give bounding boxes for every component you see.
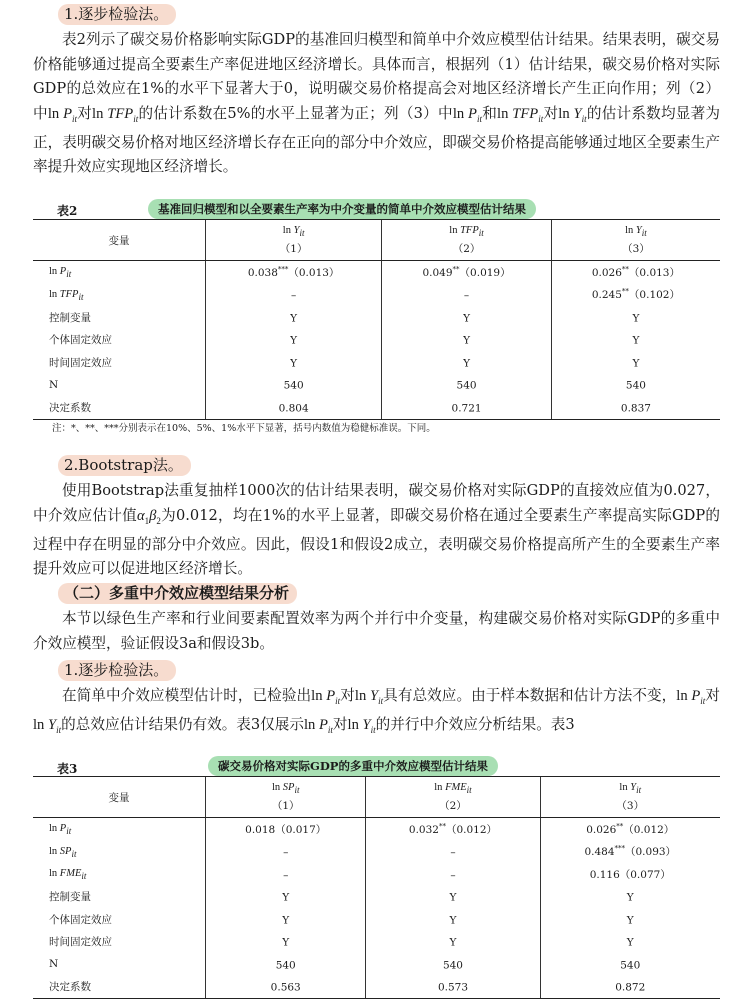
table3-label: 表3 bbox=[57, 762, 78, 776]
table-row bbox=[33, 261, 720, 284]
table3-col-header-2 bbox=[366, 777, 540, 818]
table-cell: 0.026**（0.012） bbox=[540, 818, 720, 841]
table2-col-2-var: $\ln TFP_{it}$ bbox=[449, 225, 484, 239]
row-0-var: $\ln P_{it}$ bbox=[49, 823, 72, 837]
table-row bbox=[33, 908, 720, 931]
table-row bbox=[33, 886, 720, 909]
table-cell: Y bbox=[206, 306, 382, 329]
table3-col-num-3: （3） bbox=[616, 799, 645, 812]
row-label: N bbox=[49, 378, 59, 391]
row-1-var: $\ln TFP_{it}$ bbox=[49, 288, 84, 302]
table-cell: Y bbox=[206, 908, 366, 931]
section-heading-multiple-mediation: （二）多重中介效应模型结果分析 bbox=[58, 582, 297, 604]
table-cell: 0.837 bbox=[551, 396, 720, 419]
table-cell: Y bbox=[206, 886, 366, 909]
row-label: 控制变量 bbox=[49, 891, 91, 904]
paragraph-bootstrap: 使用Bootstrap法重复抽样1000次的估计结果表明，碳交易价格对实际GDP的直接效应值为0.027，中介效应估计值$\alpha_1\beta_2$为0.012，均在1%的水平上显著，即碳交易价格在通过全要素生产率提高实际GDP的过程中存在明显的部分中介效应。因此，假设1和假设2成立，表明碳交易价格提高所产生的全要素生产率提升效应可以促进地区经济增长。 bbox=[33, 482, 720, 578]
row-1-var: $\ln SP_{it}$ bbox=[49, 845, 77, 859]
table-cell: 0.563 bbox=[206, 976, 366, 999]
table-cell: 540 bbox=[540, 953, 720, 976]
table-cell: 0.026**（0.013） bbox=[551, 261, 720, 284]
table-row bbox=[33, 841, 720, 864]
table3-col-header-1 bbox=[206, 777, 366, 818]
row-label: 决定系数 bbox=[33, 396, 206, 419]
table-cell: 0.018（0.017） bbox=[206, 818, 366, 841]
row-label: 时间固定效应 bbox=[49, 356, 112, 369]
table2-col-num-1: （1） bbox=[279, 242, 308, 255]
table-cell: – bbox=[382, 284, 552, 307]
table-cell: 540 bbox=[551, 374, 720, 397]
table2-col-header-2 bbox=[382, 220, 552, 261]
table-row bbox=[33, 953, 720, 976]
table-cell: Y bbox=[551, 306, 720, 329]
table-cell: Y bbox=[382, 306, 552, 329]
table-cell: Y bbox=[551, 351, 720, 374]
table-cell: Y bbox=[382, 329, 552, 352]
table2-var-header: 变量 bbox=[33, 220, 206, 261]
row-label: N bbox=[49, 958, 59, 971]
paragraph-parallel-mediation: 在简单中介效应模型估计时，已检验出$\ln P_{it}$对$\ln Y_{it}$具有总效应。由于样本数据和估计方法不变，$\ln P_{it}$对$\ln Y_{it}$的总效应估计结果仍有效。表3仅展示$\ln P_{it}$对$\ln Y_{it}$的并行中介效应分析结果。表3 bbox=[33, 687, 720, 736]
table3 bbox=[33, 776, 720, 999]
table2-col-3-var: $\ln Y_{it}$ bbox=[625, 225, 647, 239]
table-row bbox=[33, 931, 720, 954]
table-row bbox=[33, 976, 720, 999]
row-label bbox=[33, 261, 206, 284]
paragraph-multiple-mediation: 本节以绿色生产率和行业间要素配置效率为两个并行中介变量，构建碳交易价格对实际GDP的多重中介效应模型，验证假设3a和假设3b。 bbox=[33, 610, 720, 652]
table-cell: 0.484***（0.093） bbox=[540, 841, 720, 864]
table3-col-num-1: （1） bbox=[271, 799, 300, 812]
table3-col-1-var: $\ln SP_{it}$ bbox=[271, 782, 300, 796]
table2-col-header-1 bbox=[206, 220, 382, 261]
section-heading-stepwise-1: 1.逐步检验法。 bbox=[58, 3, 176, 25]
table-row bbox=[33, 374, 720, 397]
table-cell: 0.116（0.077） bbox=[540, 863, 720, 886]
table-cell: – bbox=[206, 863, 366, 886]
table-cell: Y bbox=[540, 886, 720, 909]
table-cell: 0.038***（0.013） bbox=[206, 261, 382, 284]
row-label bbox=[33, 284, 206, 307]
table3-col-2-var: $\ln FME_{it}$ bbox=[434, 782, 472, 796]
table-cell: Y bbox=[206, 351, 382, 374]
table-cell: Y bbox=[206, 931, 366, 954]
table-cell: 0.245**（0.102） bbox=[551, 284, 720, 307]
table3-header-row bbox=[33, 777, 720, 818]
row-label bbox=[33, 818, 206, 841]
table-cell: – bbox=[206, 284, 382, 307]
table2-caption: 基准回归模型和以全要素生产率为中介变量的简单中介效应模型估计结果 bbox=[148, 199, 536, 219]
row-label bbox=[33, 841, 206, 864]
paragraph-table2-intro: 表2列示了碳交易价格影响实际GDP的基准回归模型和简单中介效应模型估计结果。结果表明，碳交易价格能够通过提高全要素生产率促进地区经济增长。具体而言，根据列（1）估计结果，碳交易价格对实际GDP的总效应在1%的水平下显著大于0，说明碳交易价格提高会对地区经济增长产生正向作用；列（2）中$\ln P_{it}$对$\ln TFP_{it}$的估计系数在5%的水平上显著为正；列（3）中$\ln P_{it}$和$\ln TFP_{it}$对$\ln Y_{it}$的估计系数均显著为正，表明碳交易价格对地区经济增长存在正向的部分中介效应，即碳交易价格提高能够通过地区全要素生产率提升效应实现地区经济增长。 bbox=[33, 31, 720, 176]
table-cell: Y bbox=[366, 908, 540, 931]
table-cell: – bbox=[366, 841, 540, 864]
table-cell: 540 bbox=[382, 374, 552, 397]
table-cell: 0.573 bbox=[366, 976, 540, 999]
table3-col-num-2: （2） bbox=[439, 799, 467, 812]
row-label: 决定系数 bbox=[33, 976, 206, 999]
table-cell: Y bbox=[540, 908, 720, 931]
table-row bbox=[33, 818, 720, 841]
table2-header-row bbox=[33, 220, 720, 261]
section-heading-bootstrap: 2.Bootstrap法。 bbox=[58, 454, 191, 476]
table2-col-1-var: $\ln Y_{it}$ bbox=[282, 225, 305, 239]
section-heading-stepwise-2: 1.逐步检验法。 bbox=[58, 659, 176, 681]
table2-col-num-3: （3） bbox=[622, 242, 650, 255]
table-cell: 540 bbox=[206, 374, 382, 397]
table-row bbox=[33, 396, 720, 419]
table3-col-3-var: $\ln Y_{it}$ bbox=[619, 782, 642, 796]
table-row bbox=[33, 329, 720, 352]
row-label: 个体固定效应 bbox=[49, 334, 112, 347]
table-row bbox=[33, 351, 720, 374]
table-cell: 0.049**（0.019） bbox=[382, 261, 552, 284]
table-cell: 0.721 bbox=[382, 396, 552, 419]
table-cell: 0.032**（0.012） bbox=[366, 818, 540, 841]
table-row bbox=[33, 284, 720, 307]
table-cell: Y bbox=[382, 351, 552, 374]
row-label: 时间固定效应 bbox=[49, 936, 112, 949]
row-label: 控制变量 bbox=[49, 311, 91, 324]
table-cell: 0.804 bbox=[206, 396, 382, 419]
table-row bbox=[33, 863, 720, 886]
row-label bbox=[33, 863, 206, 886]
table-cell: 540 bbox=[366, 953, 540, 976]
table-cell: Y bbox=[551, 329, 720, 352]
table-cell: Y bbox=[206, 329, 382, 352]
table-cell: 0.872 bbox=[540, 976, 720, 999]
table2-note: 注：*、**、***分别表示在10%、5%、1%水平下显著，括号内数值为稳健标准误。下同。 bbox=[52, 423, 436, 434]
table2-label: 表2 bbox=[57, 204, 78, 218]
row-2-var: $\ln FME_{it}$ bbox=[49, 868, 87, 882]
table3-caption: 碳交易价格对实际GDP的多重中介效应模型估计结果 bbox=[208, 756, 498, 776]
table2-col-num-2: （2） bbox=[452, 242, 481, 255]
table-cell: Y bbox=[366, 886, 540, 909]
table-cell: – bbox=[366, 863, 540, 886]
table-cell: Y bbox=[540, 931, 720, 954]
table2-col-header-3 bbox=[551, 220, 720, 261]
row-label: 个体固定效应 bbox=[49, 913, 112, 926]
table3-col-header-3 bbox=[540, 777, 720, 818]
table2 bbox=[33, 219, 720, 420]
table-cell: Y bbox=[366, 931, 540, 954]
table-cell: 540 bbox=[206, 953, 366, 976]
table-row bbox=[33, 306, 720, 329]
table-cell: – bbox=[206, 841, 366, 864]
row-0-var: $\ln P_{it}$ bbox=[49, 266, 72, 280]
table3-var-header: 变量 bbox=[33, 777, 206, 818]
